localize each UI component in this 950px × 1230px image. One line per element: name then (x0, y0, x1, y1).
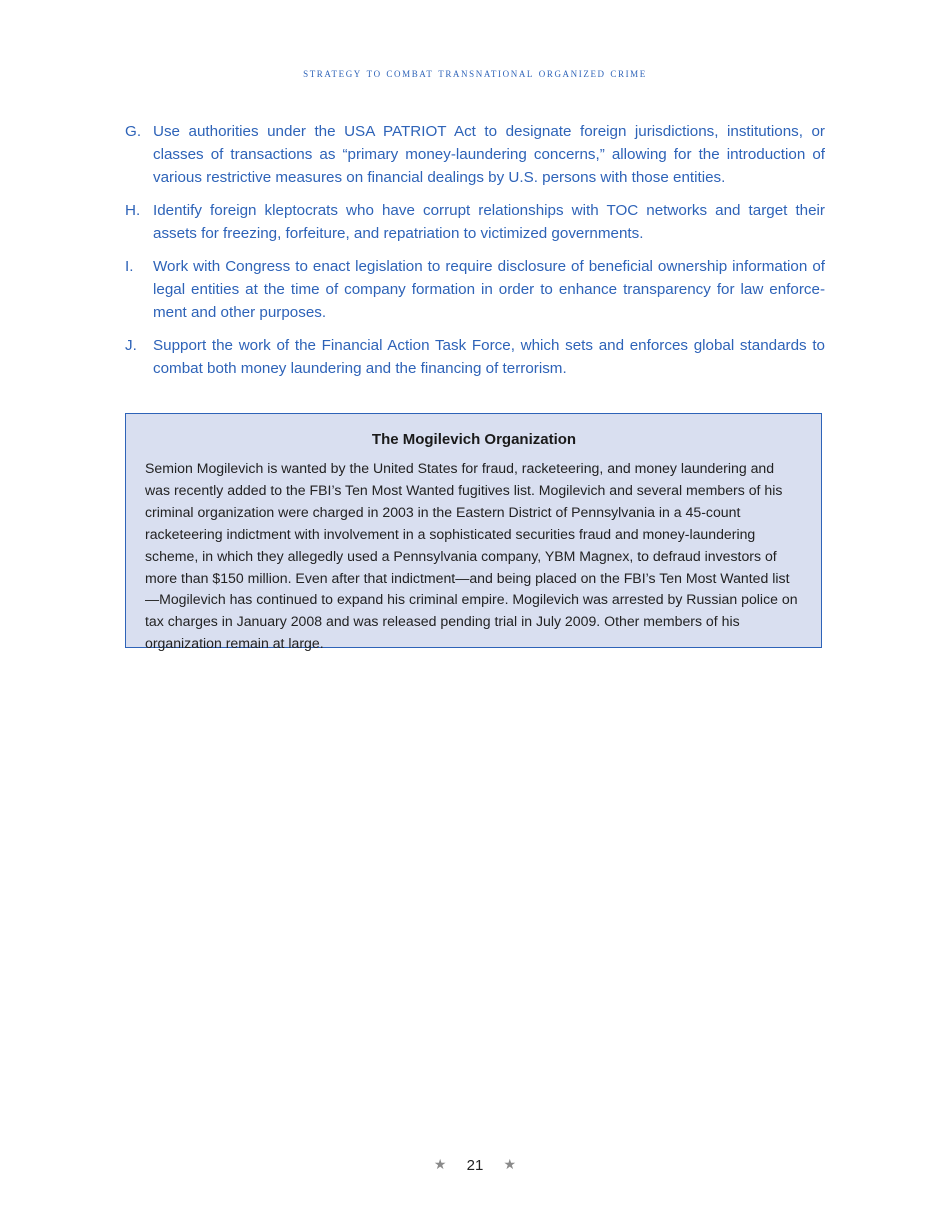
list-item-text: Support the work of the Financial Action Task Force, which sets and enforces global standards to combat both money laundering and the financing of terrorism. (153, 337, 825, 378)
page-footer (0, 1157, 950, 1174)
list-item-letter: G. (125, 123, 142, 140)
list-item-text: Work with Congress to enact legislation to require disclosure of beneficial ownership information of legal entities at the time of company formation in order to enhance transparency for law enforcement and other purposes. (153, 258, 825, 322)
case-study-box (125, 413, 822, 652)
list-item-letter: J. (125, 337, 137, 355)
list-item (125, 334, 825, 380)
list-item-letter: H. (125, 202, 141, 220)
recommendation-list (125, 120, 825, 390)
case-study-title: The Mogilevich Organization (371, 431, 577, 448)
list-item (125, 255, 825, 325)
list-item-text: Use authorities under the USA PATRIOT Act to designate foreign jurisdictions, institutions, or classes of transactions as “primary money-laundering concerns,” allowing for the introduction of various restrictive measures on financial dealings by U.S. persons with those entities. (153, 123, 825, 187)
running-header: strategy to combat transnational organized crime (303, 66, 647, 80)
star-icon: ★ (503, 1156, 517, 1172)
case-study-body: Semion Mogilevich is wanted by the United States for fraud, racketeering, and money laundering and was recently added to the FBI’s Ten Most Wanted fugitives list. Mogilevich and several members of his criminal organization were charged in 2003 in the Eastern District of Pennsylvania in a 45-count racketeering indictment with involvement in a sophisticated securities fraud and money-laundering scheme, in which they allegedly used a Pennsylvania company, YBM Magnex, to defraud investors of more than $150 million. Even after that indictment—and being placed on the FBI’s Ten Most Wanted list—Mogilevich has continued to expand his criminal empire. Mogilevich was arrested by Russian police on tax charges in January 2008 and was released pending trial in July 2009. Other members of his organization remain at large. (145, 460, 798, 652)
list-item (125, 120, 825, 190)
list-item-letter: I. (125, 258, 134, 276)
star-icon: ★ (433, 1156, 447, 1172)
list-item-text: Identify foreign kleptocrats who have corrupt relationships with TOC networks and target their assets for freezing, forfeiture, and repatriation to victimized governments. (153, 202, 825, 243)
list-item (125, 199, 825, 245)
page-number: 21 (466, 1157, 484, 1174)
